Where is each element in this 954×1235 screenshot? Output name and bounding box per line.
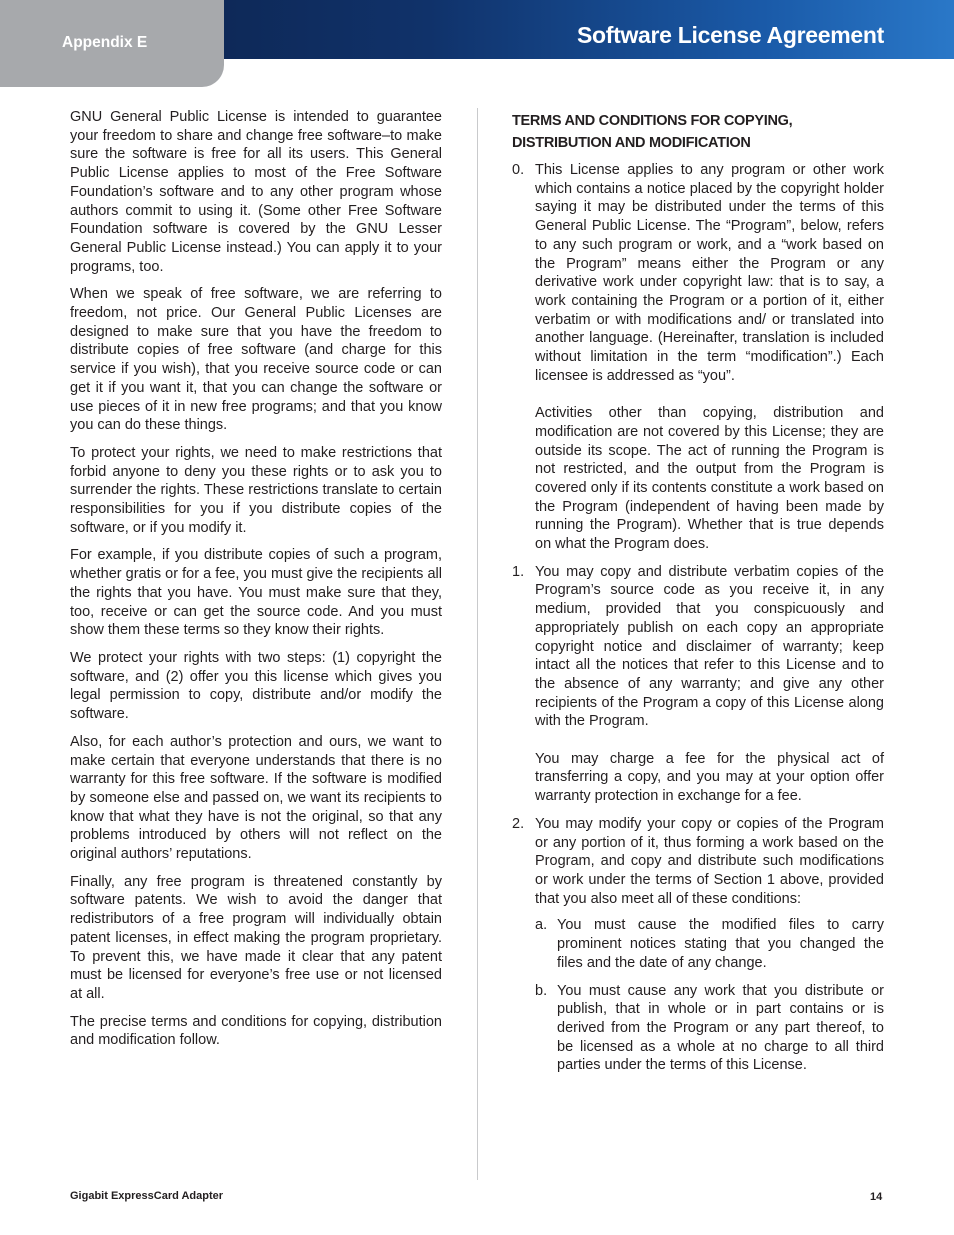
item-number: 0. xyxy=(512,162,525,178)
sub-item xyxy=(535,916,884,972)
appendix-label: Appendix E xyxy=(62,34,148,51)
sub-item-text: You must cause any work that you distribute or publish, that in whole or in part contains or is derived from the Program or any part thereof, to be licensed as a whole at no charge to all third parties under the terms of this License. xyxy=(557,982,884,1074)
sub-item xyxy=(535,982,884,1076)
list-item xyxy=(512,815,884,1075)
paragraph: To protect your rights, we need to make restrictions that forbid anyone to deny you these rights or to ask you to surrender the rights. These restrictions translate to certain responsibilities for you if you distribute copies of the software, or if you modify it. xyxy=(70,444,442,536)
paragraph: Also, for each author’s protection and ours, we want to make certain that everyone understands that there is no warranty for this free software. If the software is modified by someone else and passed on, we want its recipients to know that what they have is not the original, so that any problems introduced by others will not reflect on the original authors’ reputations. xyxy=(70,733,442,863)
paragraph: For example, if you distribute copies of such a program, whether gratis or for a fee, you must give the recipients all the rights that you have. You must make sure that they, too, receive or can get the source code. And you must show them these terms so they know their rights. xyxy=(70,547,442,639)
item-paragraph: This License applies to any program or other work which contains a notice placed by the copyright holder saying it may be distributed under the terms of this General Public License. The “Program”, below, refers to any such program or work, and a “work based on the Program” means either the Program or any derivative work under copyright law: that is to say, a work containing the Program or a portion of it, either verbatim or with modifications and/ or translated into another language. (Hereinafter, translation is included without limitation in the term “modification”.) Each licensee is addressed as “you”. xyxy=(535,162,884,384)
paragraph: Finally, any free program is threatened constantly by software patents. We wish to avoid the danger that redistributors of a free program will individually obtain patent licenses, in effect making the program proprietary. To prevent this, we have made it clear that any patent must be licensed for everyone’s free use or not licensed at all. xyxy=(70,873,442,1002)
sub-item-text: You must cause the modified files to carry prominent notices stating that you changed the files and the date of any change. xyxy=(557,917,884,971)
list-item xyxy=(512,161,884,554)
item-paragraph: You may modify your copy or copies of the Program or any portion of it, thus forming a work based on the Program, and copy and distribute such modifications or work under the terms of Section 1 above, provided that you also meet all of these conditions: xyxy=(535,815,884,907)
footer-page-number: 14 xyxy=(870,1191,883,1203)
item-paragraph: You may copy and distribute verbatim copies of the Program’s source code as you receive it, in any medium, provided that you conspicuously and appropriately publish on each copy an appropriate copyright notice and disclaimer of warranty; keep intact all the notices that refer to this License and to the absence of any warranty; and give any other recipients of the Program a copy of this License along with the Program. xyxy=(535,563,884,730)
left-column xyxy=(70,108,442,1059)
list-item xyxy=(512,563,884,806)
item-paragraph: Activities other than copying, distribution and modification are not covered by this License; they are outside its scope. The act of running the Program is not restricted, and the output from the Program is covered only if its contents constitute a work based on the Program (independent of having been made by running the Program). Whether that is true depends on what the Program does. xyxy=(535,405,884,553)
sub-item-letter: b. xyxy=(535,982,548,999)
item-number: 2. xyxy=(512,815,525,832)
appendix-tab xyxy=(0,0,224,87)
section-heading: TERMS AND CONDITIONS FOR COPYING, DISTRIBUTION AND MODIFICATION xyxy=(512,113,793,151)
sub-item-letter: a. xyxy=(535,917,548,934)
item-paragraph: You may charge a fee for the physical act of transferring a copy, and you may at your option offer warranty protection in exchange for a fee. xyxy=(535,750,884,805)
right-column xyxy=(512,110,884,1084)
paragraph: GNU General Public License is intended to guarantee your freedom to share and change free software–to make sure the software is free for all its users. This General Public License applies to most of the Free Software Foundation’s software and to any other program whose authors commit to using it. (Some other Free Software Foundation software is covered by the GNU Lesser General Public License instead.) You can apply it to your programs, too. xyxy=(70,109,442,275)
paragraph: We protect your rights with two steps: (1) copyright the software, and (2) offer you this license which gives you legal permission to copy, distribute and/or modify the software. xyxy=(70,649,442,723)
paragraph: The precise terms and conditions for copying, distribution and modification follow. xyxy=(70,1013,442,1049)
page-title: Software License Agreement xyxy=(576,22,884,48)
paragraph: When we speak of free software, we are referring to freedom, not price. Our General Public Licenses are designed to make sure that you have the freedom to distribute copies of free software (and charge for this service if you wish), that you receive source code or can get it if you want it, that you can change the software or use pieces of it in new free programs; and that you know you can do these things. xyxy=(70,286,442,434)
item-number: 1. xyxy=(512,563,525,580)
footer-product-name: Gigabit ExpressCard Adapter xyxy=(70,1190,224,1202)
column-divider xyxy=(477,108,478,1180)
